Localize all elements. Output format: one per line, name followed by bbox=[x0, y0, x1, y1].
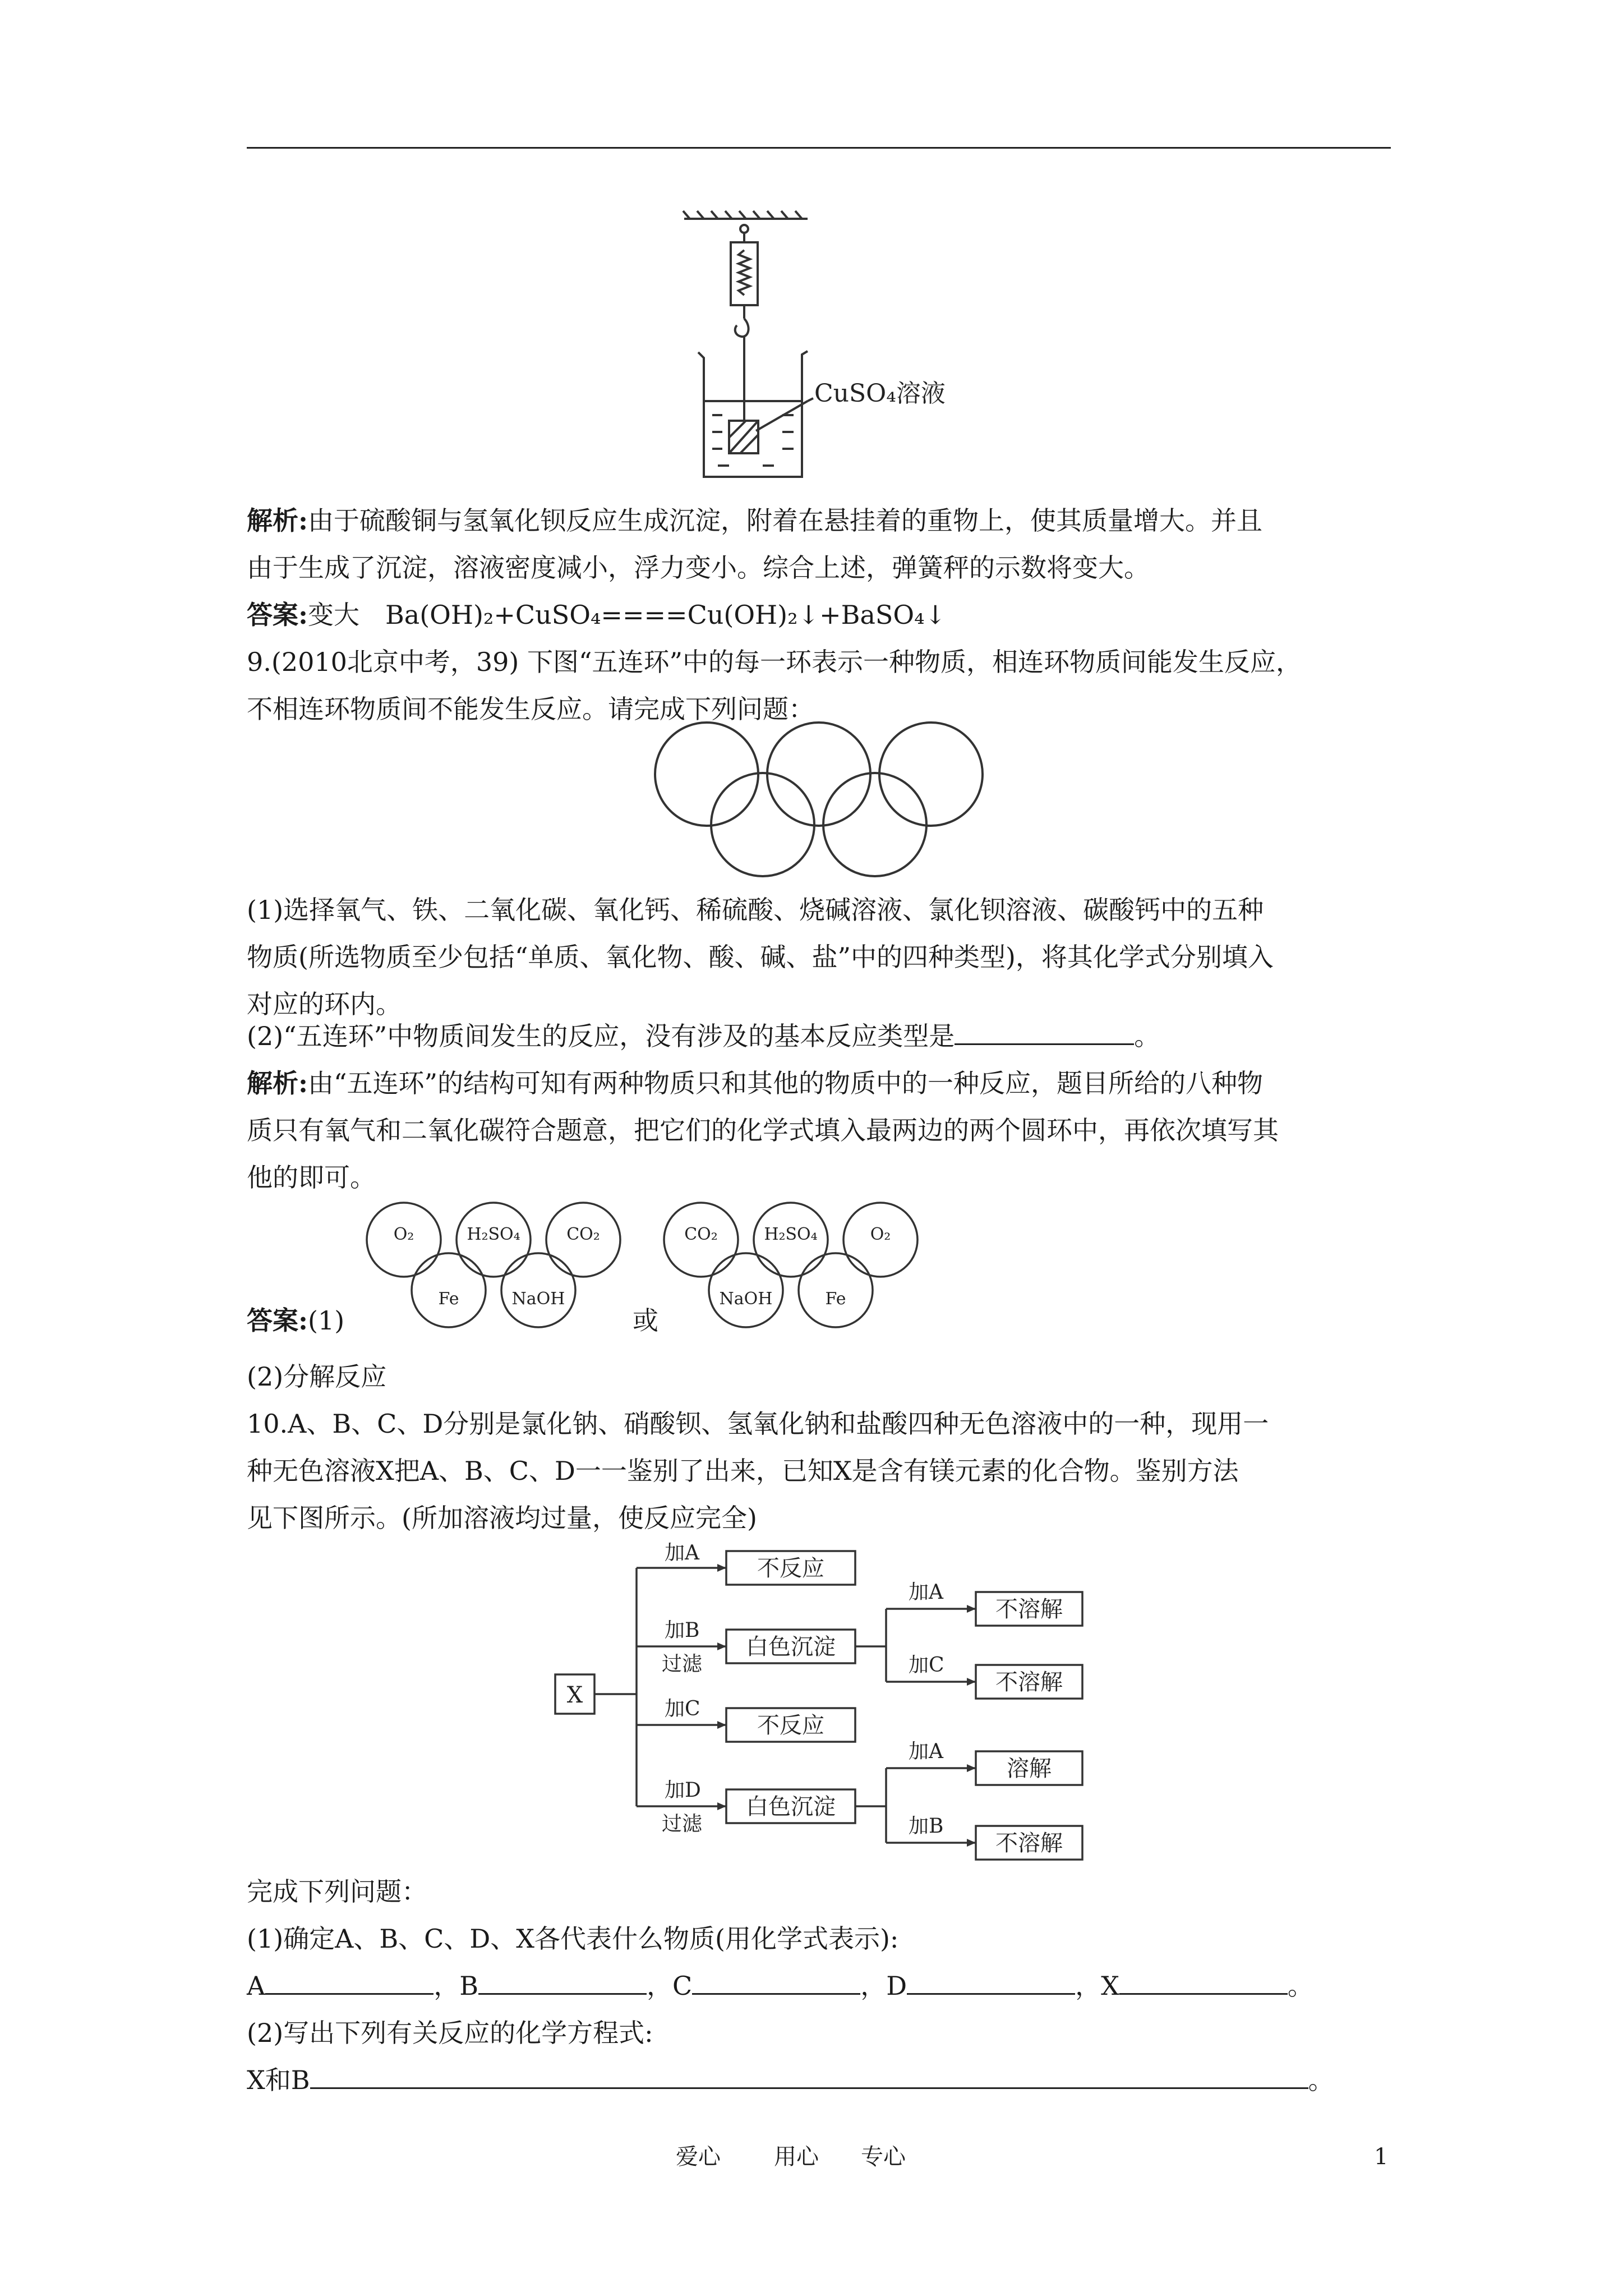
ring-b-1: CO₂ bbox=[684, 1225, 718, 1244]
q9-analysis-text-1: 由“五连环”的结构可知有两种物质只和其他的物质中的一种反应，题目所给的八种物 bbox=[307, 1068, 1264, 1098]
analysis-line-1 bbox=[247, 497, 1262, 544]
flow-result-3: 不反应 bbox=[757, 1713, 824, 1738]
q10-line-1: 10.A、B、C、D分别是氯化钠、硝酸钡、氢氧化钠和盐酸四种无色溶液中的一种，现用一 bbox=[247, 1409, 1269, 1439]
xb-label: X和B bbox=[247, 2065, 310, 2095]
flow-add-1: 加A bbox=[665, 1542, 699, 1565]
flow-result-2: 白色沉淀 bbox=[746, 1634, 836, 1660]
ring-a-5: NaOH bbox=[511, 1289, 565, 1309]
fill-label-c: ，C bbox=[647, 1971, 693, 2001]
answer-label: 答案: bbox=[247, 600, 308, 630]
ring-a-1: O₂ bbox=[393, 1225, 414, 1244]
fill-label-x: ，X bbox=[1075, 1971, 1119, 2001]
q9-line-1: 9.(2010北京中考，39) 下图“五连环”中的每一环表示一种物质，相连环物质间能发生反应， bbox=[247, 647, 1302, 677]
ring-b-5: Fe bbox=[825, 1289, 846, 1309]
footer-motto-1: 爱心 bbox=[676, 2144, 721, 2170]
five-rings-figure bbox=[651, 718, 987, 886]
ring-a-3: CO₂ bbox=[566, 1225, 600, 1244]
xb-blank[interactable] bbox=[310, 2062, 1308, 2089]
flow-sub-add-2a: 加A bbox=[909, 1581, 943, 1604]
q9-analysis-label: 解析: bbox=[247, 1068, 308, 1098]
xb-end: 。 bbox=[1308, 2065, 1334, 2095]
fill-end: 。 bbox=[1287, 1971, 1313, 2001]
ring-b-4: NaOH bbox=[719, 1289, 773, 1309]
q9-part2-end: 。 bbox=[1134, 1021, 1160, 1051]
flow-sub-result-2b: 不溶解 bbox=[995, 1669, 1063, 1695]
analysis-label: 解析: bbox=[247, 505, 308, 536]
answer-text: 变大 Ba(OH)₂+CuSO₄====Cu(OH)₂↓+BaSO₄↓ bbox=[307, 600, 947, 630]
flow-sub-result-4b: 不溶解 bbox=[995, 1830, 1063, 1856]
flow-add-2: 加B bbox=[665, 1619, 700, 1642]
q9-analysis-line-1 bbox=[247, 1060, 1263, 1107]
flow-result-1: 不反应 bbox=[757, 1556, 824, 1581]
ring-b-2: H₂SO₄ bbox=[764, 1225, 818, 1244]
q9-part2-blank[interactable] bbox=[955, 1018, 1134, 1045]
q9-part2-text: (2)“五连环”中物质间发生的反应，没有涉及的基本反应类型是 bbox=[247, 1021, 955, 1051]
q9-answer-part1: (1) bbox=[307, 1305, 345, 1336]
q9-answer-line bbox=[247, 1297, 344, 1344]
answer-rings-a bbox=[359, 1200, 651, 1335]
flow-sub-add-4a: 加A bbox=[909, 1740, 943, 1763]
q10-part2: (2)写出下列有关反应的化学方程式: bbox=[247, 2018, 653, 2048]
q9-answer-label: 答案: bbox=[247, 1305, 308, 1336]
fill-blank-a[interactable] bbox=[265, 1967, 434, 1995]
footer-motto-3: 专心 bbox=[861, 2144, 906, 2170]
q9-answer-part2: (2)分解反应 bbox=[247, 1361, 387, 1392]
flow-start: X bbox=[566, 1682, 583, 1708]
q9-part1-line-3: 对应的环内。 bbox=[247, 989, 402, 1019]
fill-label-b: ，B bbox=[434, 1971, 479, 2001]
flow-add-3: 加C bbox=[665, 1697, 700, 1720]
q9-line-2: 不相连环物质间不能发生反应。请完成下列问题： bbox=[247, 694, 814, 724]
spring-scale-figure bbox=[673, 208, 987, 488]
q9-analysis-line-2: 质只有氧气和二氧化碳符合题意，把它们的化学式填入最两边的两个圆环中，再依次填写其 bbox=[247, 1115, 1279, 1145]
header-rule bbox=[247, 147, 1391, 149]
q10-complete: 完成下列问题： bbox=[247, 1876, 427, 1907]
q9-part1-line-1: (1)选择氧气、铁、二氧化碳、氧化钙、稀硫酸、烧碱溶液、氯化钡溶液、碳酸钙中的五种 bbox=[247, 895, 1264, 925]
analysis-text-1: 由于硫酸铜与氢氧化钡反应生成沉淀，附着在悬挂着的重物上，使其质量增大。并且 bbox=[307, 505, 1262, 536]
answer-line bbox=[247, 591, 946, 638]
q9-analysis-line-3: 他的即可。 bbox=[247, 1162, 376, 1193]
q10-xb-line bbox=[247, 2056, 1334, 2104]
fill-blank-c[interactable] bbox=[692, 1967, 860, 1995]
flow-sub-add-2b: 加C bbox=[909, 1654, 944, 1677]
answer-rings-b bbox=[656, 1200, 948, 1335]
flow-filter-4: 过滤 bbox=[662, 1812, 703, 1835]
fill-label-d: ，D bbox=[860, 1971, 907, 2001]
fill-blank-x[interactable] bbox=[1119, 1967, 1288, 1995]
analysis-line-2: 由于生成了沉淀，溶液密度减小，浮力变小。综合上述，弹簧秤的示数将变大。 bbox=[247, 553, 1150, 583]
flow-sub-result-2a: 不溶解 bbox=[995, 1596, 1063, 1622]
footer-motto-2: 用心 bbox=[774, 2144, 819, 2170]
ring-a-2: H₂SO₄ bbox=[467, 1225, 520, 1244]
q9-part1-line-2: 物质(所选物质至少包括“单质、氧化物、酸、碱、盐”中的四种类型)，将其化学式分别填入 bbox=[247, 942, 1274, 972]
fill-blank-d[interactable] bbox=[907, 1967, 1075, 1995]
fill-blank-b[interactable] bbox=[478, 1967, 647, 1995]
page-number: 1 bbox=[1374, 2144, 1389, 2170]
q10-line-2: 种无色溶液X把A、B、C、D一一鉴别了出来，已知X是含有镁元素的化合物。鉴别方法 bbox=[247, 1456, 1239, 1486]
identification-flowchart bbox=[544, 1537, 1105, 1874]
q10-line-3: 见下图所示。(所加溶液均过量，使反应完全) bbox=[247, 1503, 757, 1533]
q9-answer-or: 或 bbox=[633, 1305, 658, 1336]
flow-filter-2: 过滤 bbox=[662, 1653, 703, 1676]
ring-b-3: O₂ bbox=[870, 1225, 891, 1244]
ring-a-4: Fe bbox=[438, 1289, 459, 1309]
q10-fill-line bbox=[247, 1962, 1313, 2009]
flow-result-4: 白色沉淀 bbox=[746, 1794, 836, 1820]
flow-sub-result-4a: 溶解 bbox=[1007, 1756, 1052, 1782]
cuso4-label: CuSO₄溶液 bbox=[814, 379, 946, 408]
q9-part2-line bbox=[247, 1013, 1160, 1060]
fill-label-a: A bbox=[247, 1971, 266, 2001]
flow-add-4: 加D bbox=[665, 1779, 701, 1802]
flow-sub-add-4b: 加B bbox=[909, 1815, 944, 1838]
q10-part1: (1)确定A、B、C、D、X各代表什么物质(用化学式表示): bbox=[247, 1924, 899, 1954]
